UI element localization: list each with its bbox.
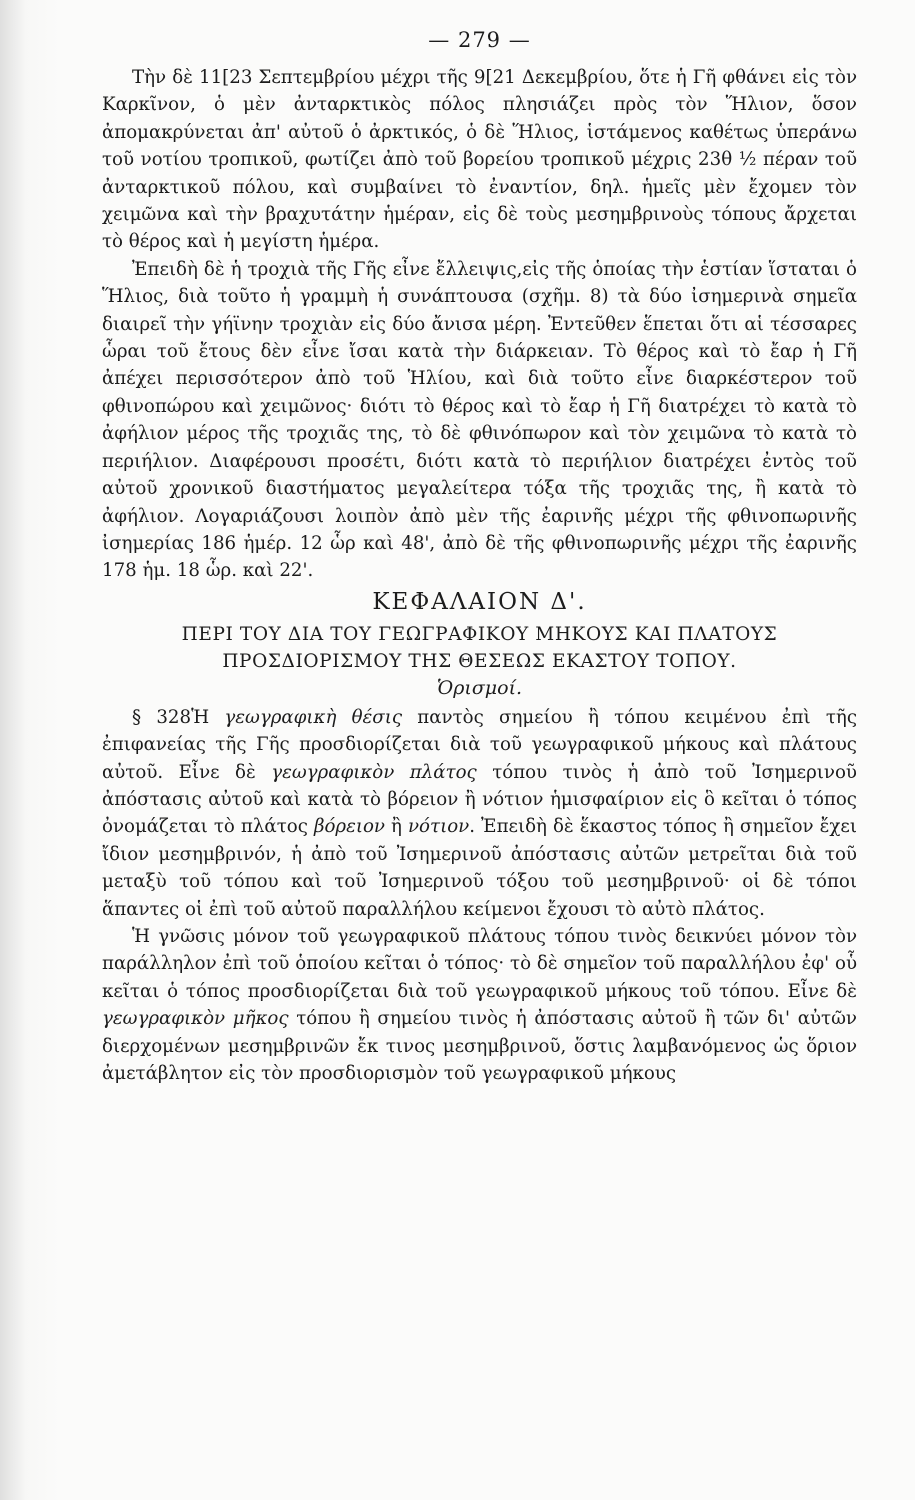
- paragraph-4-text-b: τόπου ἢ σημείου τινὸς ἡ ἀπόστασις αὐτοῦ ἢ τῶν δι' αὐτῶν διερχομένων μεσημβρινῶν ἔκ τινος μεσημβρινοῦ, ὅστις λαμβανόμενος ὡς ὅριον ἀμετάβλητον εἰς τὸν προσδιορισμὸν τοῦ γεωγραφικοῦ μήκους: [102, 1008, 857, 1084]
- chapter-heading: ΚΕΦΑΛΑΙΟΝ Δ'.: [372, 588, 587, 615]
- paragraph-1: Τὴν δὲ 11[23 Σεπτεμβρίου μέχρι τῆς 9[21 Δεκεμβρίου, ὅτε ἡ Γῆ φθάνει εἰς τὸν Καρκῖνον, ὁ μὲν ἀνταρκτικὸς πόλος πλησιάζει πρὸς τὸν Ἥλιον, ὅσον ἀπομακρύνεται ἀπ' αὐτοῦ ὁ ἀρκτικός, ὁ δὲ Ἥλιος, ἱστάμενος καθέτως ὑπεράνω τοῦ νοτίου τροπικοῦ, φωτίζει ἀπὸ τοῦ βορείου τροπικοῦ μέχρις 23θ ½ πέραν τοῦ ἀνταρκτικοῦ πόλου, καὶ συμβαίνει τὸ ἐναντίον, δηλ. ἡμεῖς μὲν ἔχομεν τὸν χειμῶνα καὶ τὴν βραχυτάτην ἡμέραν, εἰς δὲ τοὺς μεσημβρινοὺς τόπους ἄρχεται τὸ θέρος καὶ ἡ μεγίστη ἡμέρα.: [102, 67, 857, 253]
- paragraph-3: [102, 704, 857, 923]
- term-southern: νότιον: [408, 816, 470, 838]
- paragraph-3-text-d: . Ἐπειδὴ δὲ ἕκαστος τόπος ἢ σημεῖον ἔχει ἴδιον μεσημβρινόν, ἡ ἀπὸ τοῦ Ἰσημερινοῦ ἀπόστασις αὐτῶν μετρεῖται διὰ τοῦ μεταξὺ τοῦ τόπου καὶ τοῦ Ἰσημερινοῦ τόξου τοῦ μεσημβρινοῦ· οἱ δὲ τόποι ἅπαντες οἱ ἐπὶ τοῦ αὐτοῦ παραλλήλου κείμενοι ἔχουσι τὸ αὐτὸ πλάτος.: [102, 816, 857, 920]
- paragraph-3-text-a: παντὸς σημείου ἢ τόπου κειμένου ἐπὶ τῆς ἐπιφανείας τῆς Γῆς προσδιορίζεται διὰ τοῦ γεωγραφικοῦ μήκους καὶ πλάτους αὐτοῦ. Εἶνε δὲ: [102, 706, 858, 783]
- paragraph-3-text-b: τόπου τινὸς ἡ ἀπὸ τοῦ Ἰσημερινοῦ ἀπόστασις αὐτοῦ καὶ κατὰ τὸ βόρειον ἢ νότιον ἡμισφαίριον εἰς ὃ κεῖται ὁ τόπος ὀνομάζεται τὸ πλάτος: [102, 761, 857, 838]
- term-geographic-longitude: γεωγραφικὸν μῆκος: [102, 1008, 289, 1030]
- term-northern: βόρειον: [313, 816, 385, 838]
- paragraph-3-text-c: ἢ: [385, 816, 408, 838]
- section-number: § 328: [132, 706, 192, 728]
- page-number: — 279 —: [428, 28, 531, 52]
- paragraph-2: Ἐπειδὴ δὲ ἡ τροχιὰ τῆς Γῆς εἶνε ἔλλειψις,εἰς τῆς ὁποίας τὴν ἑστίαν ἵσταται ὁ Ἥλιος, διὰ τοῦτο ἡ γραμμὴ ἡ συνάπτουσα (σχῆμ. 8) τὰ δύο ἰσημερινὰ σημεῖα διαιρεῖ τὴν γήϊνην τροχιὰν εἰς δύο ἄνισα μέρη. Ἐντεῦθεν ἕπεται ὅτι αἱ τέσσαρες ὧραι τοῦ ἔτους δὲν εἶνε ἴσαι κατὰ τὴν διάρκειαν. Τὸ θέρος καὶ τὸ ἔαρ ἡ Γῆ ἀπέχει περισσότερον ἀπὸ τοῦ Ἡλίου, καὶ διὰ τοῦτο εἶνε διαρκέστερον τοῦ φθινοπώρου καὶ χειμῶνος· διότι τὸ θέρος καὶ τὸ ἔαρ ἡ Γῆ διατρέχει τὸ κατὰ τὸ ἀφήλιον μέρος τῆς τροχιᾶς της, τὸ δὲ φθινόπωρον καὶ τὸν χειμῶνα τὸ κατὰ τὸ περιήλιον. Διαφέρουσι προσέτι, διότι κατὰ τὸ περιήλιον διατρέχει ἐντὸς τοῦ αὐτοῦ χρονικοῦ διαστήματος μεγαλείτερα τόξα τῆς τροχιᾶς της, ἢ κατὰ τὸ ἀφήλιον. Λογαριάζουσι λοιπὸν ἀπὸ μὲν τῆς ἐαρινῆς μέχρι τῆς φθινοπωρινῆς ἰσημερίας 186 ἡμέρ. 12 ὧρ καὶ 48', ἀπὸ δὲ τῆς φθινοπωρινῆς μέχρι τῆς ἐαρινῆς 178 ἡμ. 18 ὧρ. καὶ 22'.: [102, 258, 857, 582]
- subheading-definitions: Ὁρισμοί.: [436, 676, 523, 699]
- chapter-title: ΠΕΡΙ ΤΟΥ ΔΙΑ ΤΟΥ ΓΕΩΓΡΑΦΙΚΟΥ ΜΗΚΟΥΣ ΚΑΙ ΠΛΑΤΟΥΣ ΠΡΟΣΔΙΟΡΙΣΜΟΥ ΤΗΣ ΘΕΣΕΩΣ ΕΚΑΣΤΟΥ ΤΟΠΟΥ.: [181, 623, 778, 672]
- paragraph-4-text-a: Ἡ γνῶσις μόνον τοῦ γεωγραφικοῦ πλάτους τόπου τινὸς δεικνύει μόνον τὸν παράλληλον ἐπὶ τοῦ ὁποίου κεῖται ὁ τόπος· τὸ δὲ σημεῖον τοῦ παραλλήλου ἐφ' οὗ κεῖται ὁ τόπος προσδιορίζεται διὰ τοῦ γεωγραφικοῦ μήκους τοῦ τόπου. Εἶνε δὲ: [102, 925, 857, 1002]
- term-geographic-latitude: γεωγραφικὸν πλάτος: [271, 761, 477, 783]
- term-geographic-position: γεωγραφικὴ θέσις: [224, 706, 403, 728]
- paragraph-4: [102, 923, 857, 1087]
- paragraph-3-lead: Ἡ: [191, 706, 225, 728]
